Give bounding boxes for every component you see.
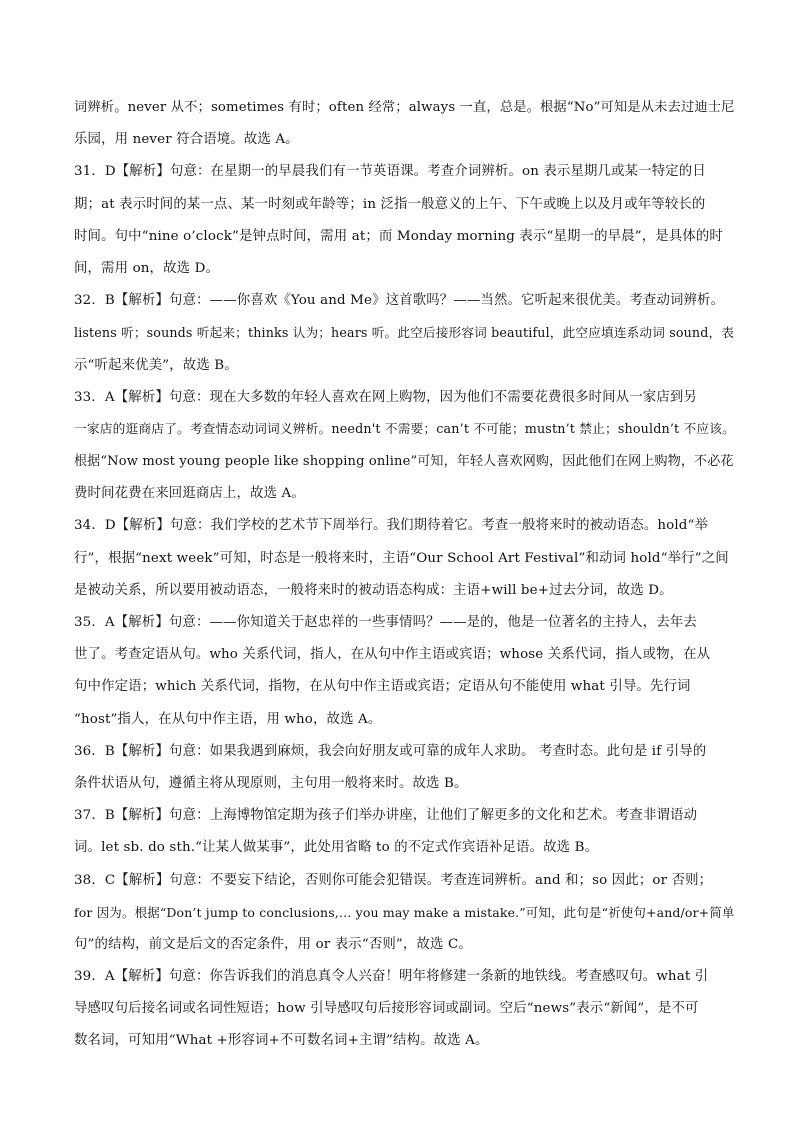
text-line: 36．B【解析】句意：如果我遇到麻烦，我会向好朋友或可靠的成年人求助。 考查时态。此句是 if 引导的 (74, 743, 707, 759)
text-line: listens 听；sounds 听起来；thinks 认为；hears 听。此空后接形容词 beautiful，此空应填连系动词 sound，表 (74, 325, 735, 341)
text-line: 乐园，用 never 符合语境。故选 A。 (74, 132, 299, 148)
text-line: 条件状语从句，遵循主将从现原则，主句用一般将来时。故选 B。 (74, 775, 468, 791)
text-line: 句中作定语；which 关系代词，指物，在从句中作主语或宾语；定语从句不能使用 what 引导。先行词 (74, 679, 691, 695)
text-line: 导感叹句后接名词或名词性短语；how 引导感叹句后接形容词或副词。空后“news”表示“新闻”，是不可 (74, 1001, 699, 1017)
document-page (74, 92, 734, 1058)
text-line: 34．D【解析】句意：我们学校的艺术节下周举行。我们期待着它。考查一般将来时的被动语态。hold“举 (74, 518, 709, 534)
text-line: 间，需用 on，故选 D。 (74, 260, 220, 276)
text-line: 词辨析。never 从不；sometimes 有时；often 经常；always 一直，总是。根据“No”可知是从未去过迪士尼 (74, 100, 735, 115)
text-line: 费时间花费在来回逛商店上，故选 A。 (74, 486, 305, 502)
text-line: 38．C【解析】句意：不要妄下结论，否则你可能会犯错误。考查连词辨析。and 和；so 因此；or 否则； (74, 872, 713, 888)
text-line: 35．A【解析】句意：——你知道关于赵忠祥的一些事情吗？——是的，他是一位著名的主持人，去年去 (74, 615, 697, 630)
text-line: 31．D【解析】句意：在星期一的早晨我们有一节英语课。考查介词辨析。on 表示星期几或某一特定的日 (74, 164, 706, 180)
text-line: 期；at 表示时间的某一点、某一时刻或年龄等；in 泛指一般意义的上午、下午或晚上以及月或年等较长的 (74, 196, 706, 212)
text-line: 时间。句中“nine o’clock”是钟点时间，需用 at；而 Monday morning 表示“星期一的早晨”，是具体的时 (74, 228, 723, 244)
text-line: 是被动关系，所以要用被动语态，一般将来时的被动语态构成：主语+will be+过去分词，故选 D。 (74, 582, 673, 598)
text-line: 行”，根据“next week”可知，时态是一般将来时，主语“Our School Art Festival”和动词 hold“举行”之间 (74, 550, 729, 566)
text-line: 词。let sb. do sth.“让某人做某事”，此处用省略 to 的不定式作宾语补足语。故选 B。 (74, 840, 599, 856)
text-line: 33．A【解析】句意：现在大多数的年轻人喜欢在网上购物，因为他们不需要花费很多时间从一家店到另 (74, 389, 697, 405)
text-line: for 因为。根据“Don’t jump to conclusions,… you may make a mistake.”可知，此句是“祈使句+and/or+简单 (74, 904, 735, 920)
text-line: 世了。考查定语从句。who 关系代词，指人，在从句中作主语或宾语；whose 关系代词，指人或物，在从 (74, 647, 711, 663)
text-line: 一家店的逛商店了。考查情态动词词义辨析。needn't 不需要；can’t 不可能；mustn’t 禁止；shouldn’t 不应该。 (74, 421, 735, 437)
text-line: “host”指人，在从句中作主语，用 who，故选 A。 (74, 711, 382, 727)
text-line: 数名词，可知用“What +形容词+不可数名词+主谓”结构。故选 A。 (74, 1033, 489, 1049)
text-line: 37．B【解析】句意：上海博物馆定期为孩子们举办讲座，让他们了解更多的文化和艺术。考查非谓语动 (74, 808, 698, 824)
text-line: 32．B【解析】句意：——你喜欢《You and Me》这首歌吗？——当然。它听起来很优美。考查动词辨析。 (74, 293, 725, 309)
text-line: 句”的结构，前文是后文的否定条件，用 or 表示“否则”，故选 C。 (74, 936, 472, 952)
text-line: 示“听起来优美”，故选 B。 (74, 357, 238, 373)
text-line: 39．A【解析】句意：你告诉我们的消息真令人兴奋！明年将修建一条新的地铁线。考查感叹句。what 引 (74, 969, 709, 985)
text-line: 根据“Now most young people like shopping online”可知，年轻人喜欢网购，因此他们在网上购物，不必花 (74, 454, 734, 470)
